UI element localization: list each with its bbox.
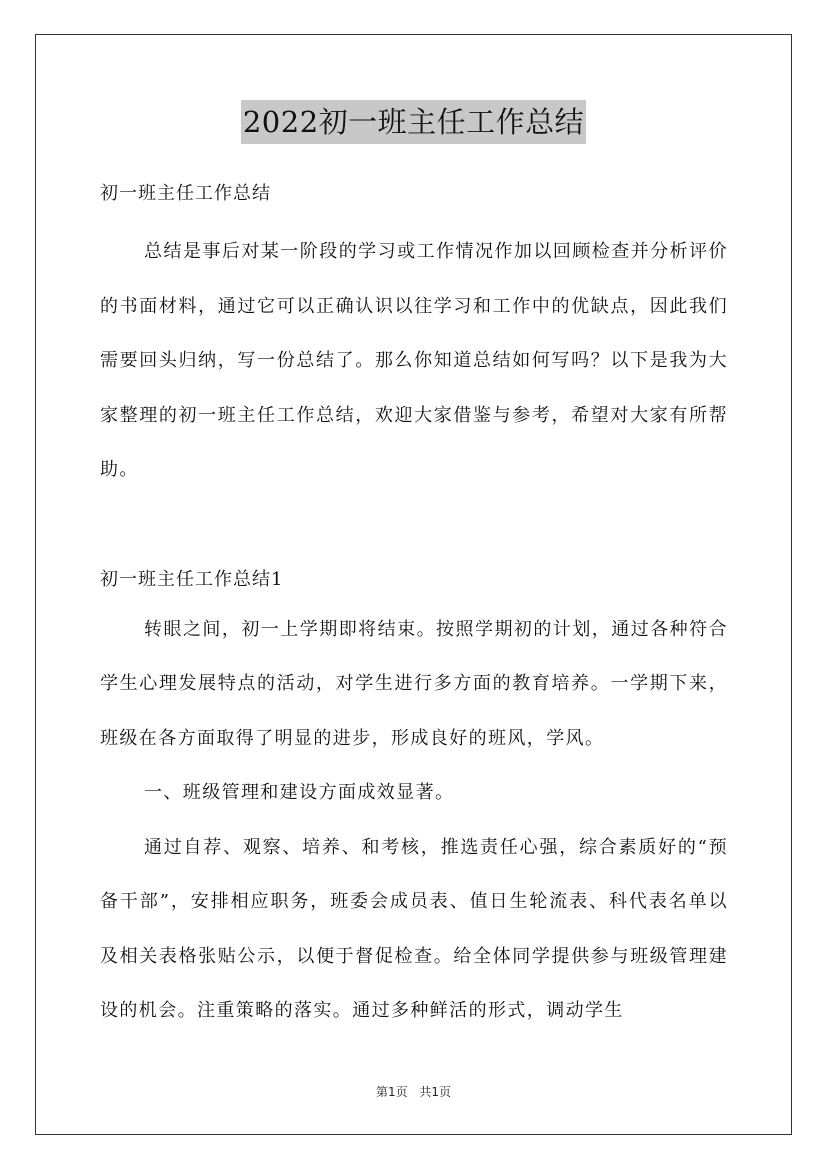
page-footer (0, 1083, 827, 1100)
body-paragraph-1: 转眼之间，初一上学期即将结束。按照学期初的计划，通过各种符合学生心理发展特点的活动，对学生进行多方面的教育培养。一学期下来，班级在各方面取得了明显的进步，形成良好的班风，学风。 (100, 618, 728, 749)
body-paragraph-3: 通过自荐、观察、培养、和考核，推选责任心强，综合素质好的“预备干部”，安排相应职务，班委会成员表、值日生轮流表、科代表名单以及相关表格张贴公示，以便于督促检查。给全体同学提供参与班级管理建设的机会。注重策略的落实。通过多种鲜活的形式，调动学生 (100, 836, 728, 1021)
intro-paragraph: 总结是事后对某一阶段的学习或工作情况作加以回顾检查并分析评价的书面材料，通过它可以正确认识以往学习和工作中的优缺点，因此我们需要回头归纳，写一份总结了。那么你知道总结如何写吗？以下是我为大家整理的初一班主任工作总结，欢迎大家借鉴与参考，希望对大家有所帮助。 (100, 241, 728, 480)
page-number: 第1页 (375, 1085, 408, 1099)
section-heading-1: 初一班主任工作总结 (100, 183, 271, 204)
section-heading-2: 初一班主任工作总结1 (100, 568, 284, 590)
body-paragraph-2: 一、班级管理和建设方面成效显著。 (144, 782, 455, 803)
document-body (100, 174, 728, 1039)
document-title-text: 2022初一班主任工作总结 (241, 100, 586, 144)
page-total: 共1页 (419, 1085, 452, 1099)
document-title (0, 100, 827, 149)
